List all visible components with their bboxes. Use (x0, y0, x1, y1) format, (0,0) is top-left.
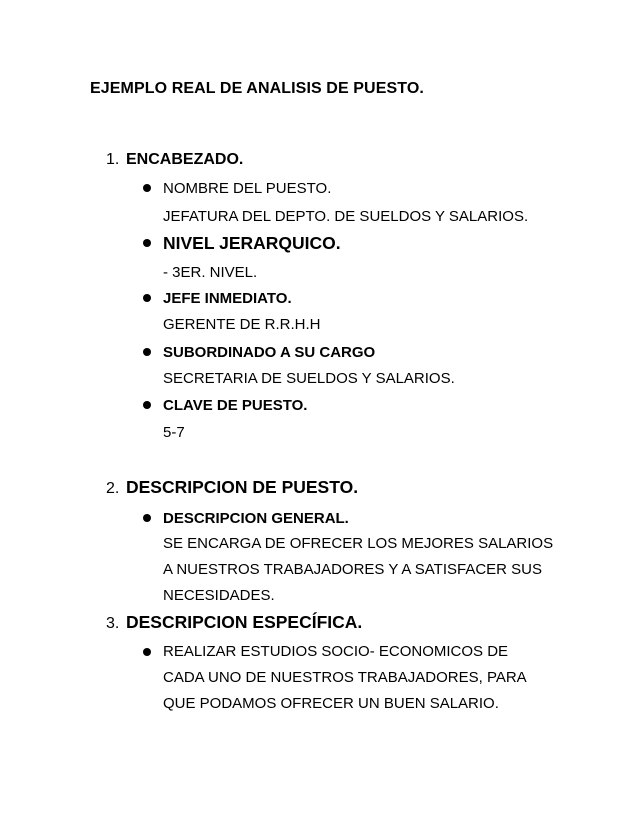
bullet-icon (143, 184, 151, 192)
section-heading-encabezado (106, 151, 243, 169)
bullet-icon (143, 648, 151, 656)
item-value-nivel-jerarquico: - 3ER. NIVEL. (163, 264, 258, 281)
bullet-icon (143, 348, 151, 356)
section-number: 3. (106, 615, 120, 632)
section-label: DESCRIPCION ESPECÍFICA. (126, 612, 363, 632)
item-label-nombre-del-puesto: NOMBRE DEL PUESTO. (163, 180, 332, 197)
item-value-jefe-inmediato: GERENTE DE R.R.H.H (163, 316, 321, 333)
document-title: EJEMPLO REAL DE ANALISIS DE PUESTO. (90, 80, 424, 97)
item-text-line: SE ENCARGA DE OFRECER LOS MEJORES SALARIOS (163, 535, 554, 552)
item-label-clave-de-puesto: CLAVE DE PUESTO. (163, 397, 308, 414)
item-label-jefe-inmediato: JEFE INMEDIATO. (163, 290, 292, 307)
section-heading-descripcion-especifica (106, 612, 362, 633)
section-label: DESCRIPCION DE PUESTO. (126, 477, 359, 497)
item-text-line: QUE PODAMOS OFRECER UN BUEN SALARIO. (163, 695, 499, 712)
bullet-icon (143, 294, 151, 302)
item-text-line: CADA UNO DE NUESTROS TRABAJADORES, PARA (163, 669, 527, 686)
bullet-icon (143, 514, 151, 522)
item-label-nivel-jerarquico: NIVEL JERARQUICO. (163, 233, 341, 253)
section-heading-descripcion-de-puesto (106, 477, 358, 498)
item-value-subordinado: SECRETARIA DE SUELDOS Y SALARIOS. (163, 370, 455, 387)
item-value-nombre-del-puesto: JEFATURA DEL DEPTO. DE SUELDOS Y SALARIOS. (163, 208, 529, 225)
item-text-line: REALIZAR ESTUDIOS SOCIO- ECONOMICOS DE (163, 643, 509, 660)
bullet-icon (143, 239, 151, 247)
section-label: ENCABEZADO. (126, 151, 244, 168)
bullet-icon (143, 401, 151, 409)
item-label-subordinado: SUBORDINADO A SU CARGO (163, 344, 376, 361)
item-label-descripcion-general: DESCRIPCION GENERAL. (163, 510, 349, 527)
section-number: 1. (106, 151, 120, 168)
item-value-clave-de-puesto: 5-7 (163, 424, 185, 441)
item-text-line: A NUESTROS TRABAJADORES Y A SATISFACER SUS (163, 561, 543, 578)
section-number: 2. (106, 480, 120, 497)
item-text-line: NECESIDADES. (163, 587, 275, 604)
